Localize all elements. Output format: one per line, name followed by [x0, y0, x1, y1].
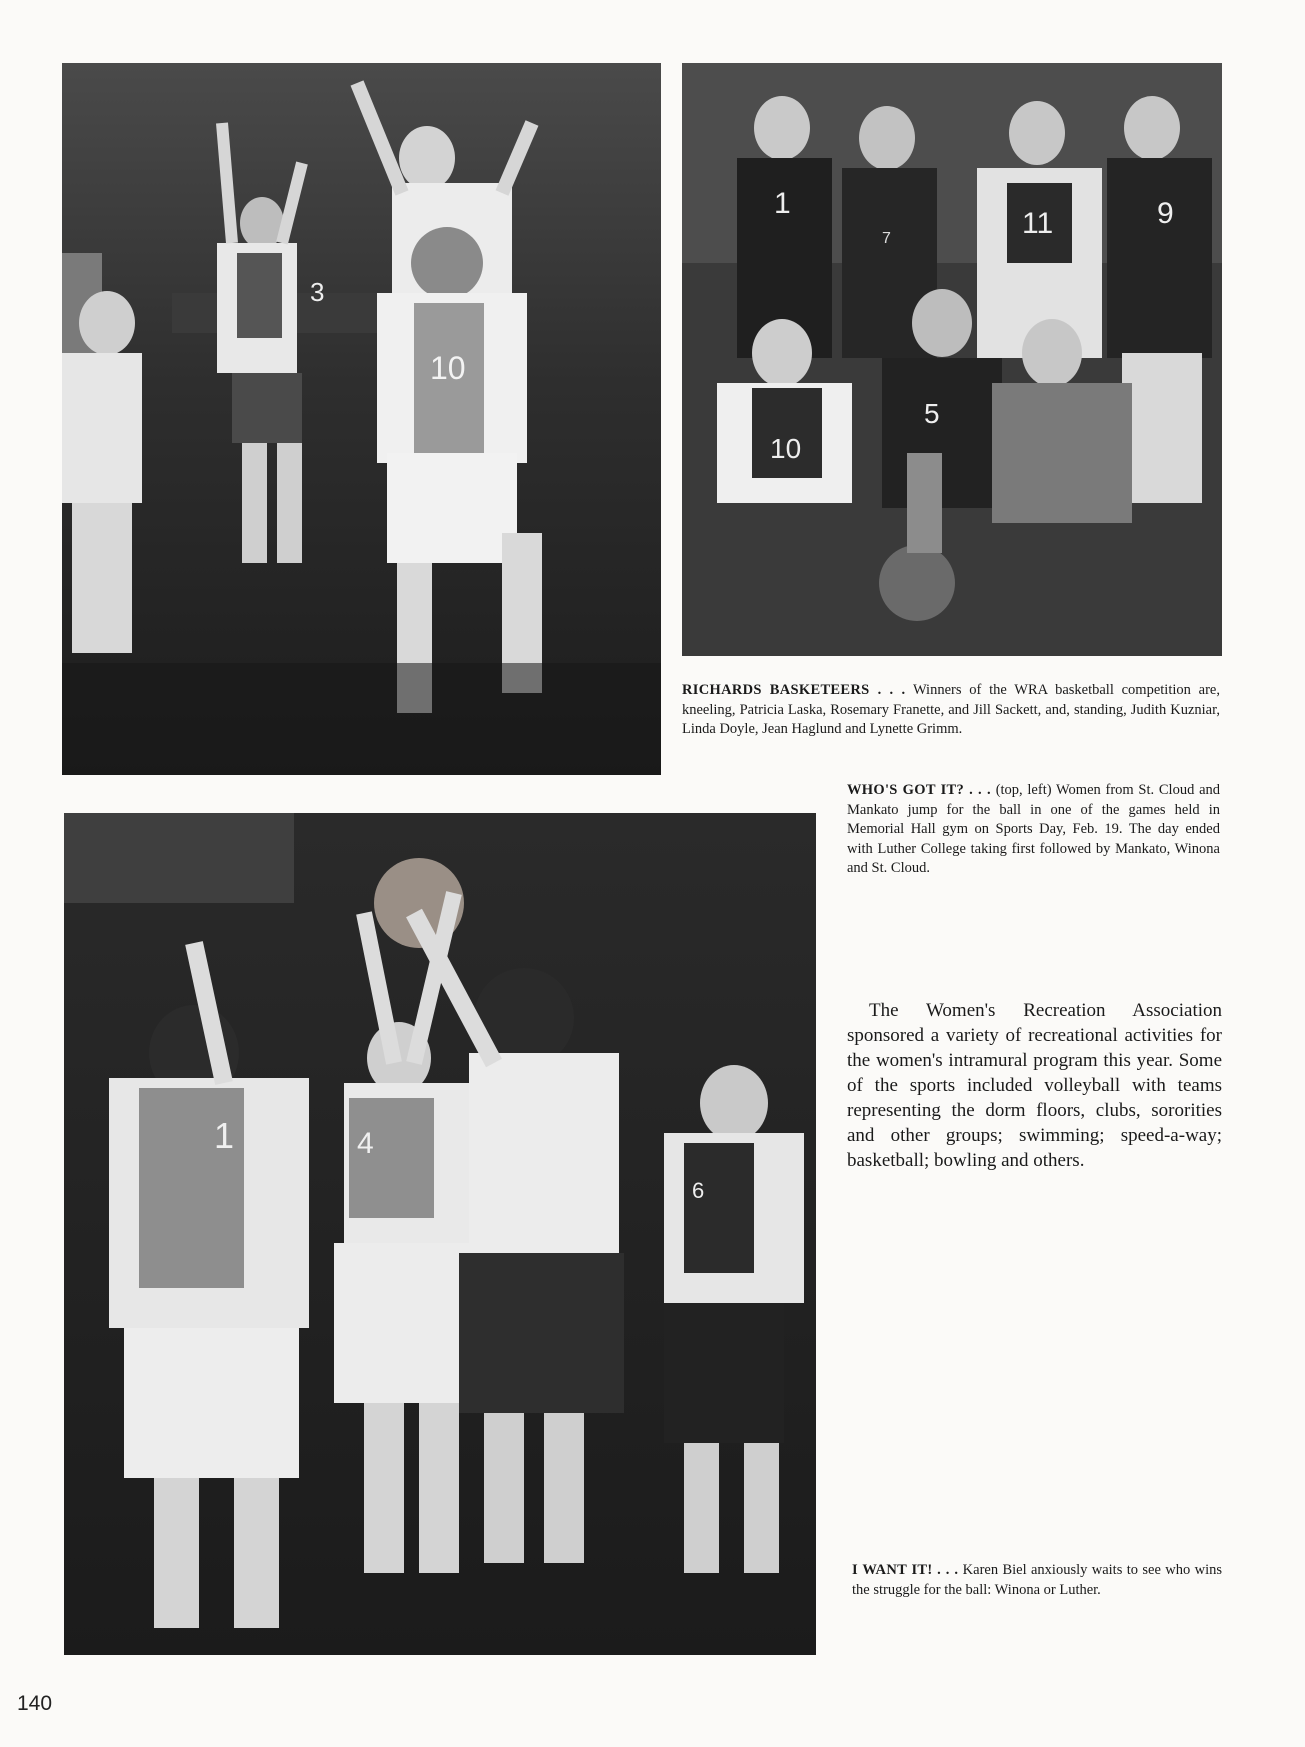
- caption-i-want-it: [852, 1561, 1222, 1600]
- jersey-number-1c: 1: [214, 1115, 235, 1156]
- jersey-number-10b: 10: [770, 433, 802, 464]
- jersey-number-9: 9: [1157, 197, 1174, 230]
- caption-whos-got-it: [847, 781, 1220, 879]
- photo-team-trophy: [682, 63, 1222, 656]
- caption-headline: I WANT IT! . . .: [852, 1562, 959, 1578]
- jersey-number-7: 7: [882, 230, 891, 247]
- caption-headline: RICHARDS BASKETEERS . . .: [682, 682, 906, 698]
- caption-headline: WHO'S GOT IT? . . .: [847, 782, 991, 798]
- jersey-number-1: 1: [774, 187, 791, 220]
- caption-text: Winners of the WRA basketball competition are, kneeling, Patricia Laska, Rosemary Franette, and Jill Sackett, and, standing, Judith Kuzniar, Linda Doyle, Jean Haglund and Lynette Grimm.: [682, 682, 1220, 737]
- jersey-number-10: 10: [430, 350, 466, 386]
- jersey-number-11: 11: [1022, 207, 1054, 240]
- body-paragraph-wra: The Women's Recreation Association sponsored a variety of recreational activities for the women's intramural program this year. Some of the sports included volleyball with teams representing the dorm floors, clubs, sororities and other groups; swimming; speed-a-way; basketball; bowling and others.: [847, 1000, 1222, 1171]
- jersey-number-6: 6: [692, 1178, 705, 1203]
- caption-text: (top, left) Women from St. Cloud and Mankato jump for the ball in one of the games held in Memorial Hall gym on Sports Day, Feb. 19. The day ended with Luther College taking first followed by Mankato, Winona and St. Cloud.: [847, 782, 1221, 876]
- jersey-number-3: 3: [310, 277, 325, 307]
- photo-reaching-for-ball: [64, 813, 816, 1655]
- jersey-number-4: 4: [357, 1127, 374, 1160]
- caption-richards-basketeers: [682, 681, 1220, 740]
- jersey-number-5: 5: [924, 398, 940, 429]
- caption-text: Karen Biel anxiously waits to see who wins the struggle for the ball: Winona or Luther.: [852, 1562, 1222, 1598]
- page-number: 140: [17, 1692, 53, 1715]
- photo-jump-ball: [62, 63, 661, 775]
